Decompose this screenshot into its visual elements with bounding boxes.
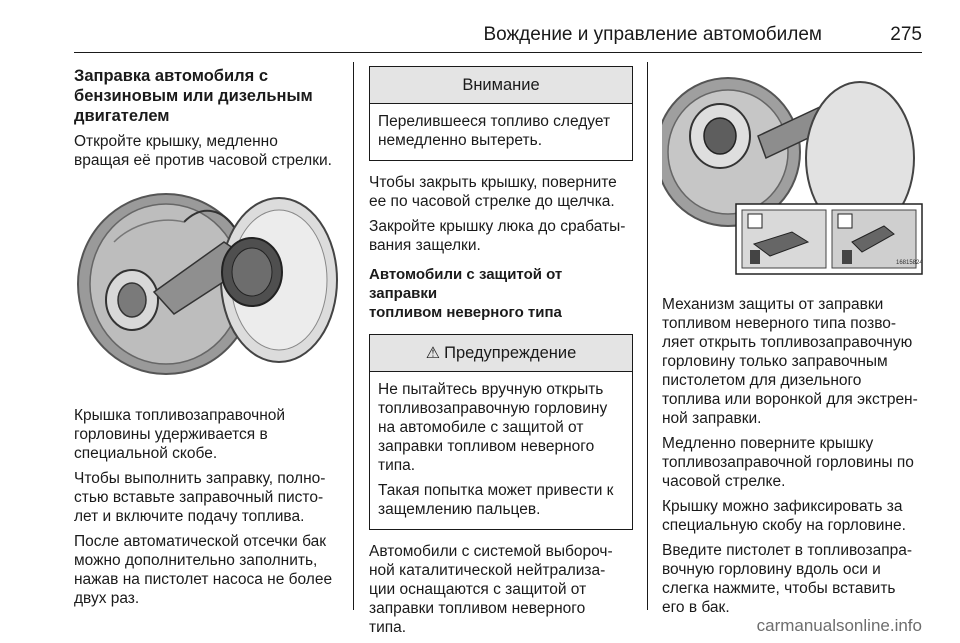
warning-box	[369, 334, 633, 530]
caution-box	[369, 66, 633, 161]
column-divider	[353, 62, 354, 610]
section-title: Вождение и управление автомобилем	[483, 24, 822, 45]
paragraph-misfuel-inhibitor: Механизм защиты от заправки топливом неверного типа позво- ляет открыть топливозаправочную горловину только заправочным пистолетом для дизельного топлива или воронкой для экстрен- ной заправки.	[662, 296, 918, 427]
subsection-heading: Автомобили с защитой от заправки топливом неверного типа	[369, 266, 563, 321]
column-2	[369, 66, 633, 643]
paragraph-refuel: Чтобы выполнить заправку, полно- стью вставьте заправочный писто- лет и включите подачу топлива.	[74, 470, 326, 525]
section-heading: Заправка автомобиля с бензиновым или дизельным двигателем	[74, 67, 313, 125]
paragraph-turn-cap: Медленно поверните крышку топливозаправочной горловины по часовой стрелке.	[662, 435, 914, 490]
warning-header	[370, 335, 632, 372]
paragraph-close-cap: Чтобы закрыть крышку, поверните ее по часовой стрелке до щелчка.	[369, 174, 617, 210]
caution-title: Внимание	[370, 67, 632, 104]
warning-title: Предупреждение	[444, 344, 577, 362]
paragraph-insert-nozzle: Введите пистолет в топливозапра- вочную горловину вдоль оси и слегка нажмите, чтобы вставить его в бак.	[662, 542, 913, 616]
paragraph-scr-vehicles: Автомобили с системой выбороч- ной каталитической нейтрализа- ции оснащаются с защитой от заправки топливом неверного типа.	[369, 543, 613, 636]
paragraph-cap-holder: Крышка топливозаправочной горловины удерживается в специальной скобе.	[74, 407, 286, 462]
warning-text-2: Такая попытка может привести к защемлению пальцев.	[378, 482, 614, 518]
page-header	[74, 18, 922, 53]
paragraph-close-flap: Закройте крышку люка до срабаты- вания защелки.	[369, 218, 626, 254]
fuel-cap-illustration	[74, 182, 340, 392]
warning-triangle-icon: ⚠	[425, 345, 441, 362]
warning-text-1: Не пытайтесь вручную открыть топливозаправочную горловину на автомобиле с защитой от заправки топливом неверного типа.	[378, 381, 608, 474]
column-divider	[647, 62, 648, 610]
column-3	[662, 66, 926, 623]
column-1	[74, 66, 340, 614]
watermark: carmanualsonline.info	[756, 616, 922, 635]
page-number: 275	[890, 24, 922, 45]
paragraph-fix-cap: Крышку можно зафиксировать за специальную скобу на горловине.	[662, 498, 906, 534]
caution-text: Перелившееся топливо следует немедленно вытереть.	[378, 113, 611, 149]
figure-code: 16815824	[896, 260, 923, 266]
paragraph-top-up: После автоматической отсечки бак можно дополнительно заполнить, нажав на пистолет насоса не более двух раз.	[74, 533, 333, 607]
misfuel-inhibitor-illustration	[662, 66, 926, 281]
paragraph-open-cap: Откройте крышку, медленно вращая её против часовой стрелки.	[74, 133, 332, 169]
